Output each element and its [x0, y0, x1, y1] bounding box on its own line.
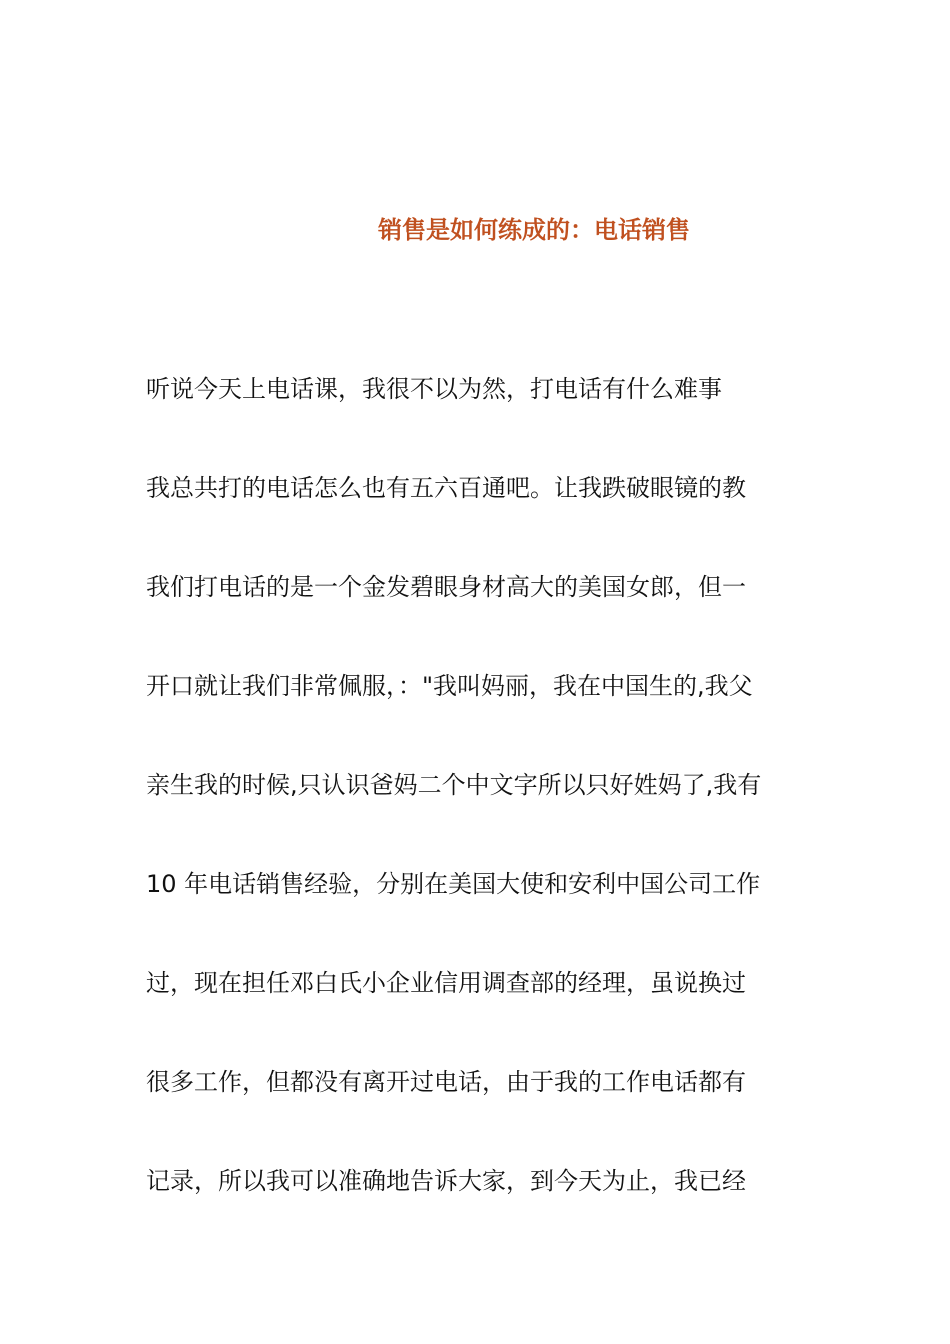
body-line-9: 记录，所以我可以准确地告诉大家，到今天为止，我已经	[146, 1167, 746, 1195]
body-line-3: 我们打电话的是一个金发碧眼身材高大的美国女郎，但一	[146, 573, 746, 601]
document-title: 销售是如何练成的：电话销售	[378, 216, 690, 244]
body-line-5: 亲生我的时候,只认识爸妈二个中文字所以只好姓妈了,我有	[146, 771, 762, 799]
body-line-7: 过，现在担任邓白氏小企业信用调查部的经理，虽说换过	[146, 969, 746, 997]
document-body	[146, 370, 816, 1261]
body-line-2: 我总共打的电话怎么也有五六百通吧。让我跌破眼镜的教	[146, 474, 746, 502]
body-line-8: 很多工作，但都没有离开过电话，由于我的工作电话都有	[146, 1068, 746, 1096]
body-line-1: 听说今天上电话课，我很不以为然，打电话有什么难事	[146, 375, 722, 403]
body-line-4: 开口就让我们非常佩服，："我叫妈丽，我在中国生的,我父	[146, 672, 753, 700]
body-line-6: 10 年电话销售经验，分别在美国大使和安利中国公司工作	[146, 870, 761, 898]
